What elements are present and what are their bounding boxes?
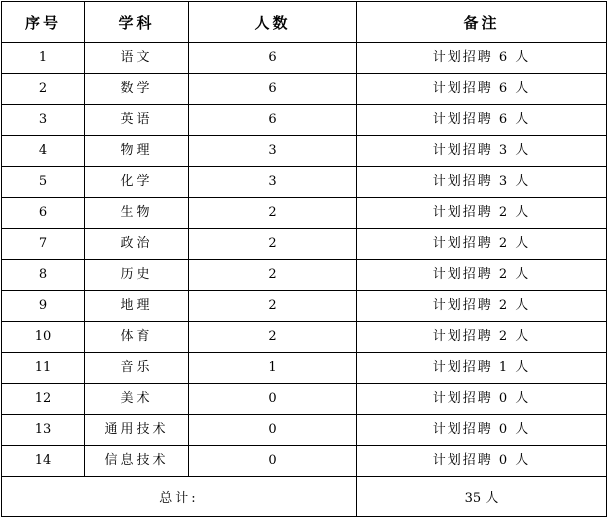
cell-index: 7 bbox=[2, 229, 85, 260]
header-note: 备注 bbox=[357, 2, 607, 43]
total-value: 35 人 bbox=[357, 477, 607, 517]
table-row bbox=[2, 260, 607, 291]
cell-index: 4 bbox=[2, 136, 85, 167]
cell-count: 2 bbox=[189, 229, 357, 260]
table-row bbox=[2, 291, 607, 322]
table-row bbox=[2, 384, 607, 415]
cell-note: 计划招聘 6 人 bbox=[357, 105, 607, 136]
cell-count: 1 bbox=[189, 353, 357, 384]
cell-subject: 生物 bbox=[85, 198, 189, 229]
cell-count: 6 bbox=[189, 74, 357, 105]
cell-count: 2 bbox=[189, 198, 357, 229]
cell-index: 10 bbox=[2, 322, 85, 353]
cell-note: 计划招聘 2 人 bbox=[357, 198, 607, 229]
table-row bbox=[2, 198, 607, 229]
cell-note: 计划招聘 3 人 bbox=[357, 136, 607, 167]
cell-index: 13 bbox=[2, 415, 85, 446]
table-footer bbox=[2, 477, 607, 517]
cell-note: 计划招聘 2 人 bbox=[357, 260, 607, 291]
cell-index: 9 bbox=[2, 291, 85, 322]
table-row bbox=[2, 43, 607, 74]
cell-count: 2 bbox=[189, 322, 357, 353]
cell-index: 6 bbox=[2, 198, 85, 229]
table-row bbox=[2, 353, 607, 384]
cell-note: 计划招聘 2 人 bbox=[357, 229, 607, 260]
cell-index: 11 bbox=[2, 353, 85, 384]
table-row bbox=[2, 229, 607, 260]
cell-count: 0 bbox=[189, 415, 357, 446]
cell-count: 6 bbox=[189, 43, 357, 74]
cell-subject: 地理 bbox=[85, 291, 189, 322]
table-row bbox=[2, 415, 607, 446]
cell-subject: 化学 bbox=[85, 167, 189, 198]
cell-subject: 英语 bbox=[85, 105, 189, 136]
cell-note: 计划招聘 0 人 bbox=[357, 446, 607, 477]
cell-subject: 政治 bbox=[85, 229, 189, 260]
cell-count: 6 bbox=[189, 105, 357, 136]
header-subject: 学科 bbox=[85, 2, 189, 43]
cell-note: 计划招聘 6 人 bbox=[357, 43, 607, 74]
cell-note: 计划招聘 2 人 bbox=[357, 291, 607, 322]
cell-index: 14 bbox=[2, 446, 85, 477]
cell-count: 3 bbox=[189, 136, 357, 167]
table-row bbox=[2, 105, 607, 136]
header-index: 序号 bbox=[2, 2, 85, 43]
cell-note: 计划招聘 0 人 bbox=[357, 415, 607, 446]
table-row bbox=[2, 322, 607, 353]
cell-subject: 数学 bbox=[85, 74, 189, 105]
cell-subject: 信息技术 bbox=[85, 446, 189, 477]
table-header bbox=[2, 2, 607, 43]
cell-index: 2 bbox=[2, 74, 85, 105]
table-row bbox=[2, 167, 607, 198]
cell-index: 3 bbox=[2, 105, 85, 136]
header-row bbox=[2, 2, 607, 43]
total-row bbox=[2, 477, 607, 517]
cell-subject: 音乐 bbox=[85, 353, 189, 384]
cell-note: 计划招聘 6 人 bbox=[357, 74, 607, 105]
cell-count: 0 bbox=[189, 446, 357, 477]
cell-subject: 体育 bbox=[85, 322, 189, 353]
cell-note: 计划招聘 1 人 bbox=[357, 353, 607, 384]
cell-index: 5 bbox=[2, 167, 85, 198]
cell-count: 2 bbox=[189, 291, 357, 322]
total-label: 总计: bbox=[2, 477, 357, 517]
cell-note: 计划招聘 0 人 bbox=[357, 384, 607, 415]
cell-count: 2 bbox=[189, 260, 357, 291]
cell-subject: 美术 bbox=[85, 384, 189, 415]
cell-index: 12 bbox=[2, 384, 85, 415]
recruitment-table bbox=[1, 1, 607, 517]
header-count: 人数 bbox=[189, 2, 357, 43]
cell-index: 1 bbox=[2, 43, 85, 74]
cell-subject: 语文 bbox=[85, 43, 189, 74]
cell-note: 计划招聘 2 人 bbox=[357, 322, 607, 353]
table-row bbox=[2, 74, 607, 105]
table-body bbox=[2, 43, 607, 477]
cell-count: 3 bbox=[189, 167, 357, 198]
table-row bbox=[2, 446, 607, 477]
cell-subject: 物理 bbox=[85, 136, 189, 167]
cell-note: 计划招聘 3 人 bbox=[357, 167, 607, 198]
cell-subject: 历史 bbox=[85, 260, 189, 291]
table-row bbox=[2, 136, 607, 167]
cell-count: 0 bbox=[189, 384, 357, 415]
cell-subject: 通用技术 bbox=[85, 415, 189, 446]
cell-index: 8 bbox=[2, 260, 85, 291]
